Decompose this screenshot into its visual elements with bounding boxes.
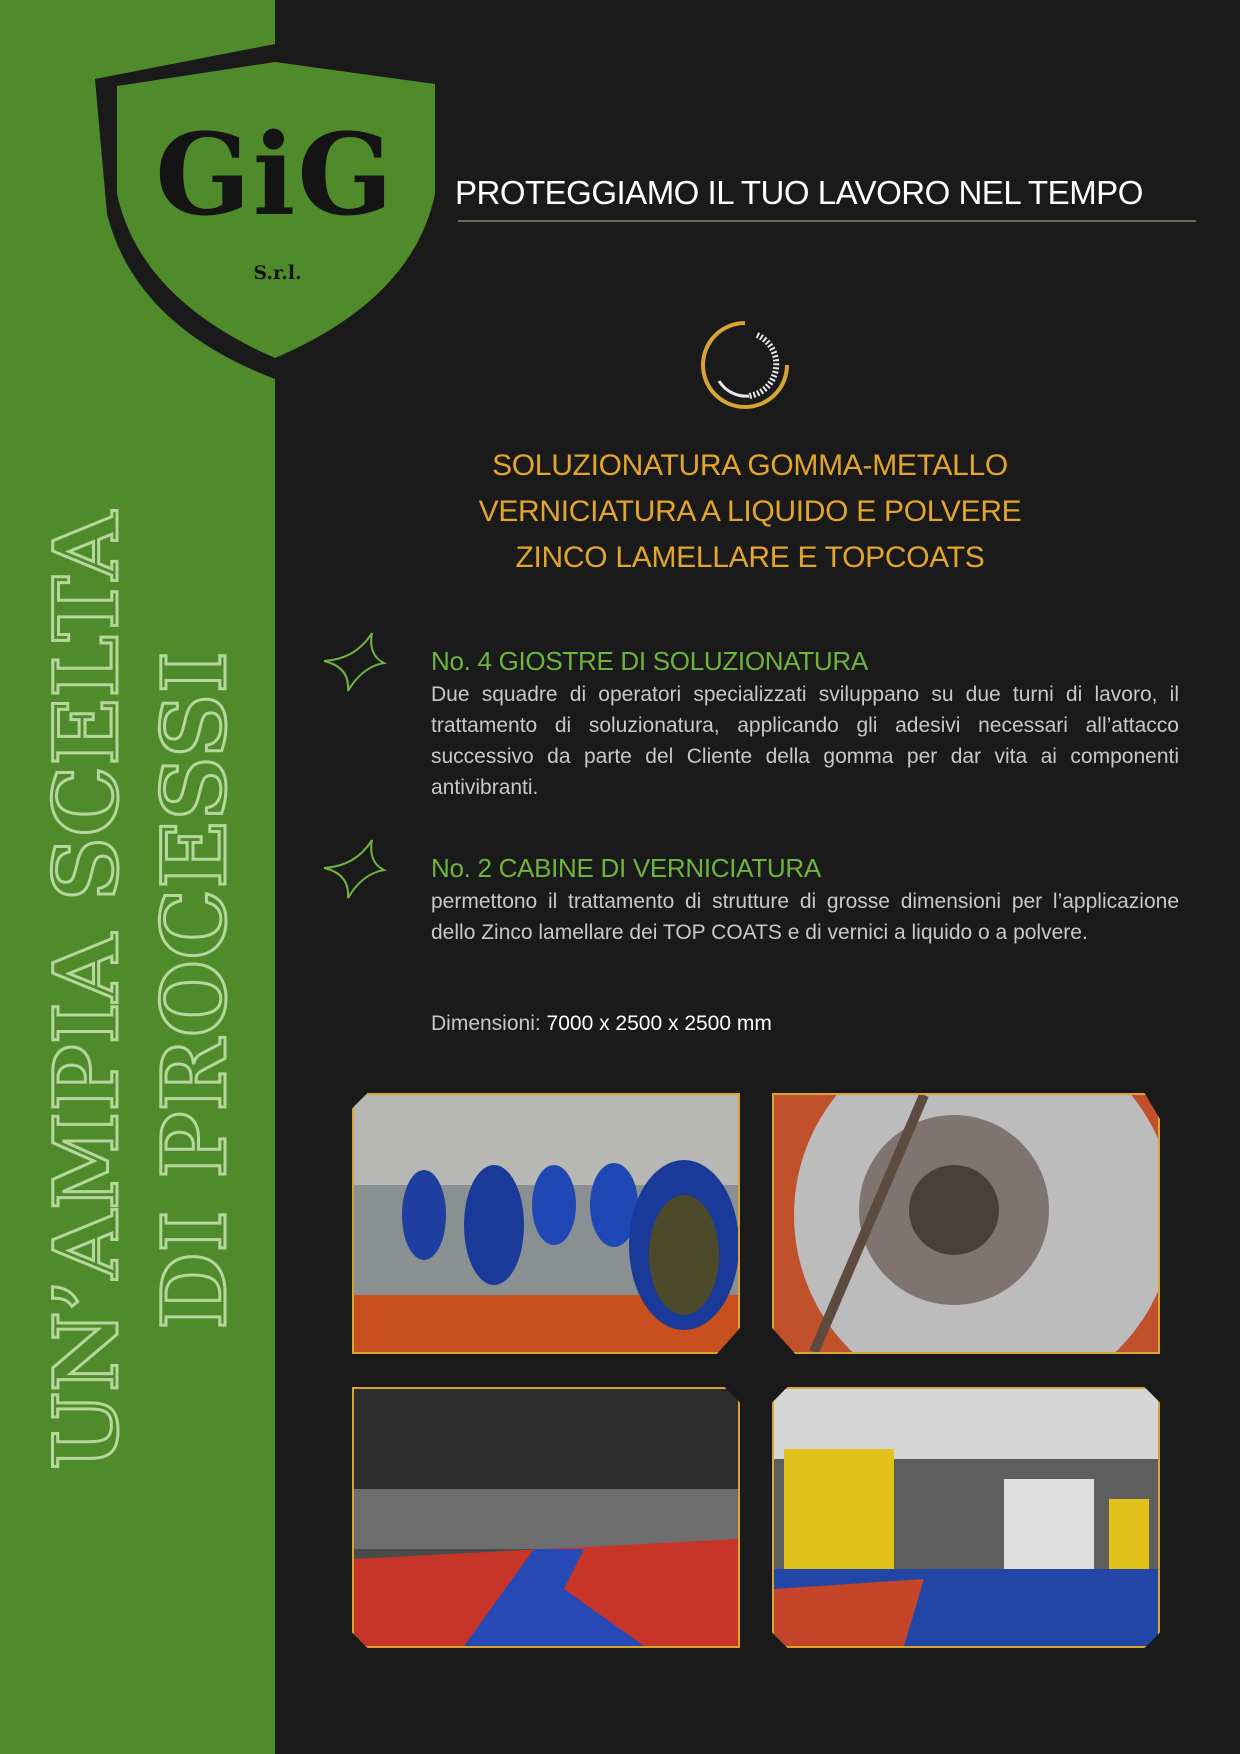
sidebar-heading-line2: DI PROCESSI — [142, 650, 246, 1330]
tagline-divider — [458, 220, 1196, 222]
service-item: VERNICIATURA A LIQUIDO E POLVERE — [478, 495, 1022, 528]
photo-workshop — [352, 1387, 740, 1648]
dimensions-value: 7000 x 2500 x 2500 mm — [546, 1012, 772, 1035]
dimensions — [431, 1012, 772, 1036]
sidebar-heading-line1: UN’AMPIA SCELTA — [34, 510, 138, 1470]
photo-valves — [352, 1093, 740, 1354]
spinner-icon — [697, 317, 793, 413]
service-item: SOLUZIONATURA GOMMA-METALLO — [492, 449, 1008, 482]
section-body: permettono il trattamento di strutture di grosse dimensioni per l’applicazione dello Zinco lamellare dei TOP COATS e di vernici a liquido o a polvere. — [431, 890, 1179, 944]
sidebar-vertical-heading — [32, 420, 272, 1560]
logo-text: GiG — [155, 110, 395, 241]
dimensions-label: Dimensioni: — [431, 1012, 547, 1035]
section-title: No. 4 GIOSTRE DI SOLUZIONATURA — [431, 646, 868, 676]
star-icon — [322, 836, 388, 902]
service-item: ZINCO LAMELLARE E TOPCOATS — [515, 541, 985, 574]
photo-paint-booth — [772, 1387, 1160, 1648]
section-title: No. 2 CABINE DI VERNICIATURA — [431, 853, 821, 883]
photo-brake-disc — [772, 1093, 1160, 1354]
tagline: PROTEGGIAMO IL TUO LAVORO NEL TEMPO — [455, 174, 1143, 211]
star-icon — [322, 629, 388, 695]
logo-suffix: S.r.l. — [253, 262, 302, 284]
section-body: Due squadre di operatori specializzati sviluppano su due turni di lavoro, il trattamento di soluzionatura, applicando gli adesivi necessari all’attacco successivo da parte del Cliente della gomma per dar vita ai componenti antivibranti. — [431, 683, 1179, 799]
services-list — [430, 443, 1070, 581]
